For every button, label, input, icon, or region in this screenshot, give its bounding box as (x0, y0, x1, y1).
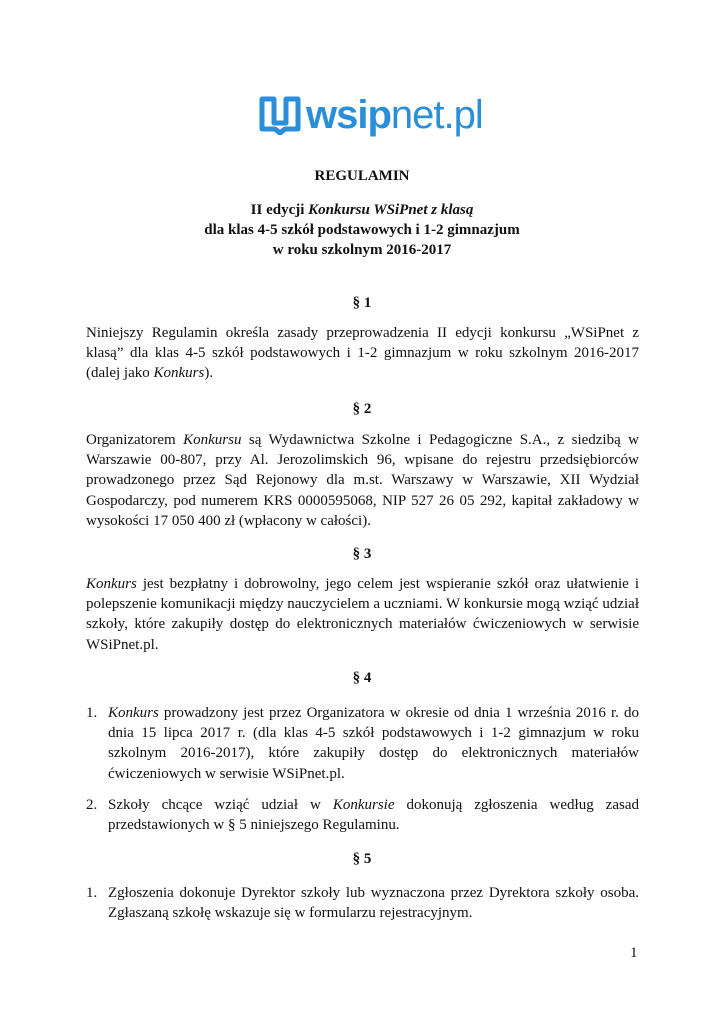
section-4-item-1: 1. Konkurs prowadzony jest przez Organizatora w okresie od dnia 1 września 2016 r. do dnia 15 lipca 2017 r. (dla klas 4-5 szkół podstawowych i 1-2 gimnazjum w roku szkolnym 2016-2017), które zakupiły dostęp do elektronicznych materiałów ćwiczeniowych w serwisie WSiPnet.pl. (86, 705, 639, 782)
subtitle-line-2: dla klas 4-5 szkół podstawowych i 1-2 gimnazjum (204, 222, 520, 238)
subtitle-line-3: w roku szkolnym 2016-2017 (272, 242, 452, 258)
section-3-text: Konkurs jest bezpłatny i dobrowolny, jego celem jest wspieranie szkół oraz ułatwienie i polepszenie komunikacji między nauczycielem a uczniami. W konkursie mogą wziąć udział szkoły, które zakupiły dostęp do elektronicznych materiałów ćwiczeniowych w serwisie WSiPnet.pl. (86, 576, 639, 653)
open-book-icon (258, 95, 302, 135)
section-4-item-2: 2. Szkoły chcące wziąć udział w Konkursie dokonują zgłoszenia według zasad przedstawionych w § 5 niniejszego Regulaminu. (86, 797, 639, 834)
wsipnet-logo (258, 92, 483, 138)
logo-text: wsipnet.pl (306, 93, 483, 137)
subtitle-line-1: II edycji Konkursu WSiPnet z klasą (250, 202, 474, 218)
document-title: REGULAMIN (314, 168, 410, 184)
section-5-heading: § 5 (352, 851, 372, 867)
section-2-heading: § 2 (352, 401, 372, 417)
section-3-heading: § 3 (352, 546, 372, 562)
section-5-item-1: 1. Zgłoszenia dokonuje Dyrektor szkoły lub wyznaczona przez Dyrektora szkoły osoba. Zgłaszaną szkołę wskazuje się w formularzu rejestracyjnym. (86, 885, 639, 922)
section-1-heading: § 1 (352, 295, 372, 311)
section-2-text: Organizatorem Konkursu są Wydawnictwa Szkolne i Pedagogiczne S.A., z siedzibą w Warszawie 00-807, przy Al. Jerozolimskich 96, wpisane do rejestru przedsiębiorców prowadzonego przez Sąd Rejonowy dla m.st. Warszawy w Warszawie, XII Wydział Gospodarczy, pod numerem KRS 0000595068, NIP 527 26 05 292, kapitał zakładowy w wysokości 17 050 400 zł (wpłacony w całości). (86, 432, 639, 529)
section-1-text: Niniejszy Regulamin określa zasady przeprowadzenia II edycji konkursu „WSiPnet z klasą” dla klas 4-5 szkół podstawowych i 1-2 gimnazjum w roku szkolnym 2016-2017 (dalej jako Konkurs). (86, 325, 639, 382)
page-number: 1 (630, 945, 638, 961)
section-4-heading: § 4 (352, 670, 372, 686)
